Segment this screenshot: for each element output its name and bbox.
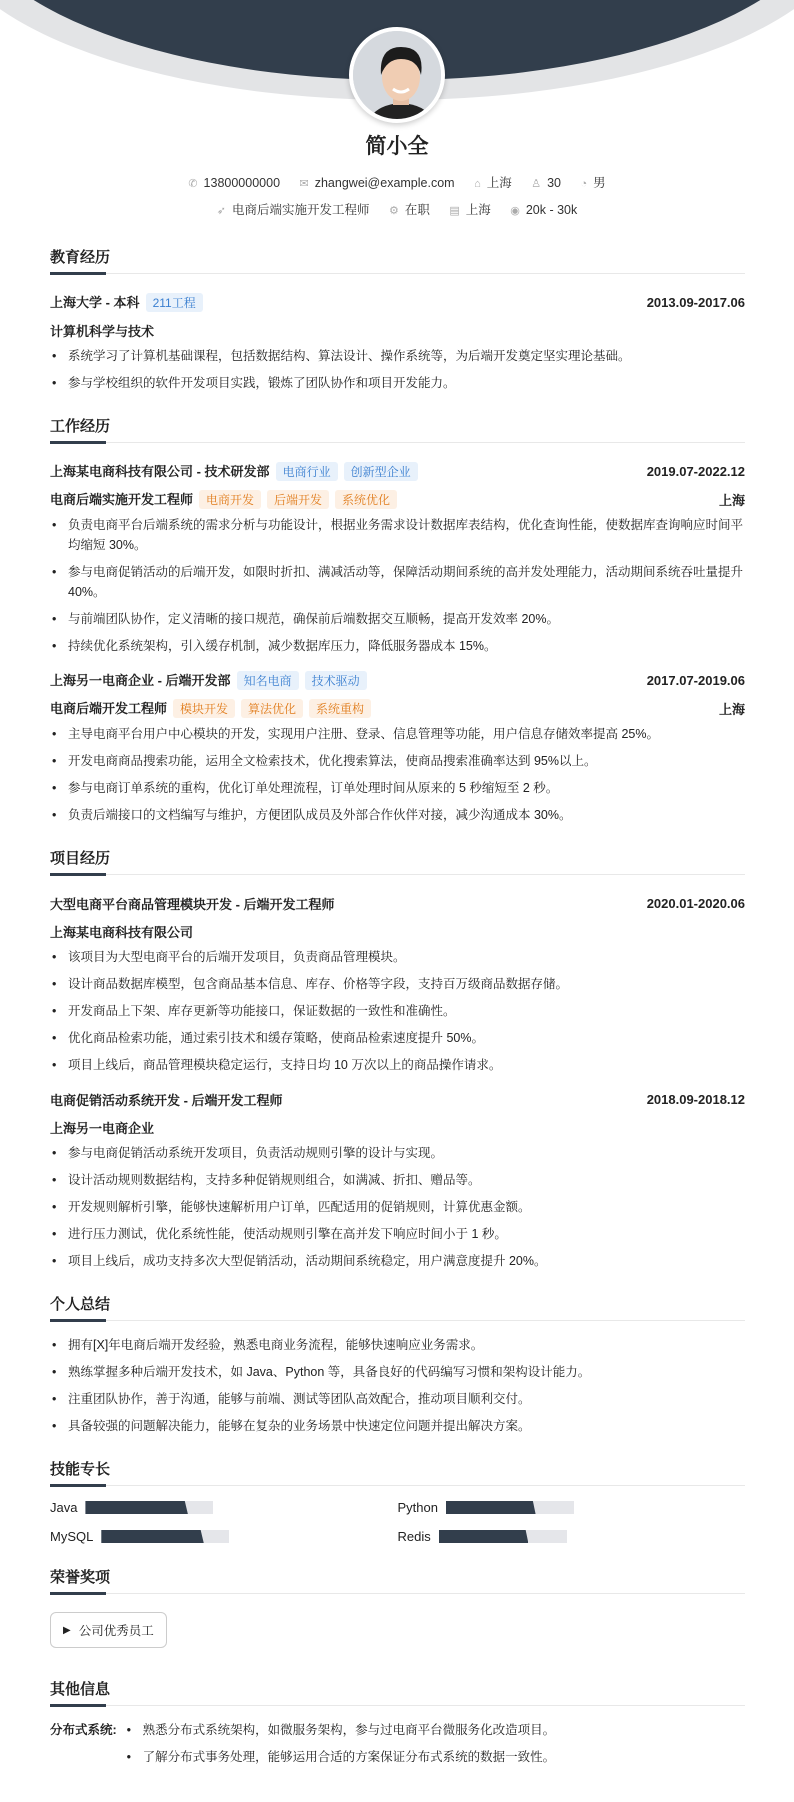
avatar <box>349 27 445 123</box>
section-title: 项目经历 <box>50 847 745 875</box>
list-item: • 熟悉分布式系统架构，如微服务架构，参与过电商平台微服务化改造项目。 <box>125 1720 556 1740</box>
section-title: 技能专长 <box>50 1458 745 1486</box>
role-group <box>50 698 371 718</box>
phone: 13800000000 <box>203 176 281 190</box>
work-section <box>50 415 745 825</box>
job-title-group <box>50 670 367 690</box>
bullet-list <box>50 947 745 1075</box>
project-name: 大型电商平台商品管理模块开发 - 后端开发工程师 <box>50 896 335 912</box>
list-item: • 了解分布式事务处理，能够运用合适的方案保证分布式系统的数据一致性。 <box>125 1747 556 1767</box>
summary-section <box>50 1293 745 1436</box>
skill-bar-fill <box>439 1530 529 1543</box>
tag: 211工程 <box>146 293 203 312</box>
city: 上海 <box>486 176 512 190</box>
bullet-list <box>50 515 745 656</box>
award-item[interactable] <box>50 1612 167 1648</box>
gender-icon: ◔ <box>580 178 588 190</box>
list-item: • 负责电商平台后端系统的需求分析与功能设计，根据业务需求设计数据库表结构，优化查询性能，使数据库查询响应时间平均缩短 30%。 <box>50 515 745 555</box>
role-row <box>50 694 745 722</box>
role-tag: 后端开发 <box>267 490 329 509</box>
other-label: 分布式系统: <box>50 1723 117 1737</box>
other-section <box>50 1678 745 1774</box>
project-company: 上海另一电商企业 <box>50 1120 155 1136</box>
education-section <box>50 246 745 393</box>
list-item: • 开发电商商品搜索功能，运用全文检索技术，优化搜索算法，使商品搜索准确率达到 95%以上。 <box>50 751 745 771</box>
section-title: 工作经历 <box>50 415 745 443</box>
skill-bar <box>101 1530 229 1543</box>
list-item: • 参与学校组织的软件开发项目实践，锻炼了团队协作和项目开发能力。 <box>50 373 745 393</box>
contact-line <box>0 173 794 191</box>
skill-item <box>50 1500 398 1515</box>
section-title: 个人总结 <box>50 1293 745 1321</box>
role: 电商后端实施开发工程师 <box>50 492 194 507</box>
job-header <box>50 457 745 485</box>
list-item: • 主导电商平台用户中心模块的开发，实现用户注册、登录、信息管理等功能，用户信息存储效率提高 25%。 <box>50 724 745 744</box>
school: 上海大学 - 本科 <box>50 295 140 310</box>
list-item: • 参与电商促销活动系统开发项目，负责活动规则引擎的设计与实现。 <box>50 1143 745 1163</box>
skill-bar <box>85 1501 213 1514</box>
list-item: • 开发商品上下架、库存更新等功能接口，保证数据的一致性和准确性。 <box>50 1001 745 1021</box>
list-item: • 该项目为大型电商平台的后端开发项目，负责商品管理模块。 <box>50 947 745 967</box>
gender: 男 <box>593 176 606 190</box>
projects-section <box>50 847 745 1271</box>
candidate-name: 简小全 <box>365 135 429 158</box>
job-entry <box>50 457 745 656</box>
skill-item <box>50 1529 398 1544</box>
list-item: • 设计活动规则数据结构，支持多种促销规则组合，如满减、折扣、赠品等。 <box>50 1170 745 1190</box>
role-tag: 模块开发 <box>173 699 235 718</box>
tag: 知名电商 <box>237 671 299 690</box>
send-icon: ➶ <box>216 205 226 217</box>
job-title-group <box>50 461 418 481</box>
skill-bar <box>439 1530 567 1543</box>
skill-name: MySQL <box>50 1529 94 1544</box>
project-header <box>50 1085 745 1113</box>
role-tag: 算法优化 <box>241 699 303 718</box>
list-item: • 具备较强的问题解决能力，能够在复杂的业务场景中快速定位问题并提出解决方案。 <box>50 1416 745 1436</box>
skill-name: Python <box>397 1500 438 1515</box>
role-tag: 电商开发 <box>199 490 261 509</box>
date: 2019.07-2022.12 <box>646 463 745 479</box>
list-item: • 负责后端接口的文档编写与维护，方便团队成员及外部合作伙伴对接，减少沟通成本 30%。 <box>50 805 745 825</box>
role-row <box>50 485 745 513</box>
section-title: 荣誉奖项 <box>50 1566 745 1594</box>
mail-icon: ✉ <box>299 178 309 190</box>
job-header <box>50 666 745 694</box>
age-icon: ♙ <box>531 178 542 190</box>
date: 2013.09-2017.06 <box>646 294 745 310</box>
skill-item <box>398 1500 746 1515</box>
list-item: • 项目上线后，成功支持多次大型促销活动，活动期间系统稳定，用户满意度提升 20%。 <box>50 1251 745 1271</box>
skill-bar <box>446 1501 574 1514</box>
list-item: • 熟练掌握多种后端开发技术，如 Java、Python 等，具备良好的代码编写习惯和架构设计能力。 <box>50 1362 745 1382</box>
target-city: 上海 <box>465 203 491 217</box>
project-name: 电商促销活动系统开发 - 后端开发工程师 <box>50 1092 283 1108</box>
location: 上海 <box>718 701 745 717</box>
date: 2018.09-2018.12 <box>646 1091 745 1107</box>
list-item: • 开发规则解析引擎，能够快速解析用户订单，匹配适用的促销规则，计算优惠金额。 <box>50 1197 745 1217</box>
salary-icon: ◉ <box>510 205 520 217</box>
project-company-row <box>50 917 745 945</box>
role-tag: 系统重构 <box>309 699 371 718</box>
skills-section <box>50 1458 745 1544</box>
triangle-icon: ▶ <box>63 1624 71 1636</box>
list-item: • 持续优化系统架构，引入缓存机制，减少数据库压力，降低服务器成本 15%。 <box>50 636 745 656</box>
bullet-list <box>50 1143 745 1271</box>
award-label: 公司优秀员工 <box>78 1624 154 1638</box>
project-entry <box>50 889 745 1075</box>
skill-bar-fill <box>101 1530 203 1543</box>
section-title: 其他信息 <box>50 1678 745 1706</box>
date: 2017.07-2019.06 <box>646 672 745 688</box>
role: 电商后端开发工程师 <box>50 701 168 716</box>
list-item: • 与前端团队协作，定义清晰的接口规范，确保前后端数据交互顺畅，提高开发效率 20%。 <box>50 609 745 629</box>
list-item: • 系统学习了计算机基础课程，包括数据结构、算法设计、操作系统等，为后端开发奠定坚实理论基础。 <box>50 346 745 366</box>
list-item: • 进行压力测试，优化系统性能，使活动规则引擎在高并发下响应时间小于 1 秒。 <box>50 1224 745 1244</box>
list-item: • 设计商品数据库模型，包含商品基本信息、库存、价格等字段，支持百万级商品数据存储。 <box>50 974 745 994</box>
bullet-list <box>50 724 745 825</box>
skill-name: Java <box>50 1500 78 1515</box>
intent-line <box>0 200 794 218</box>
major: 计算机科学与技术 <box>50 323 155 339</box>
tag: 技术驱动 <box>305 671 367 690</box>
company: 上海另一电商企业 - 后端开发部 <box>50 673 231 688</box>
tag: 电商行业 <box>276 462 338 481</box>
list-item: • 拥有[X]年电商后端开发经验，熟悉电商业务流程，能够快速响应业务需求。 <box>50 1335 745 1355</box>
company: 上海某电商科技有限公司 - 技术研发部 <box>50 464 270 479</box>
list-item: • 项目上线后，商品管理模块稳定运行，支持日均 10 万次以上的商品操作请求。 <box>50 1055 745 1075</box>
age: 30 <box>547 176 561 190</box>
salary: 20k - 30k <box>525 203 578 217</box>
phone-icon: ✆ <box>188 178 198 190</box>
job-entry <box>50 666 745 825</box>
list-item: • 参与电商促销活动的后端开发，如限时折扣、满减活动等，保障活动期间系统的高并发处理能力，活动期间系统吞吐量提升 40%。 <box>50 562 745 602</box>
honors-section <box>50 1566 745 1656</box>
skill-item <box>398 1529 746 1544</box>
project-entry <box>50 1085 745 1271</box>
skill-name: Redis <box>397 1529 431 1544</box>
list-item: • 优化商品检索功能，通过索引技术和缓存策略，使商品检索速度提升 50%。 <box>50 1028 745 1048</box>
project-header <box>50 889 745 917</box>
status-icon: ⚙ <box>388 205 399 217</box>
skill-bar-fill <box>85 1501 187 1514</box>
building-icon: ▤ <box>449 205 460 217</box>
skill-bar-fill <box>446 1501 536 1514</box>
location: 上海 <box>718 492 745 508</box>
project-company: 上海某电商科技有限公司 <box>50 924 194 940</box>
project-company-row <box>50 1113 745 1141</box>
job-status: 在职 <box>404 203 430 217</box>
list-item: • 参与电商订单系统的重构，优化订单处理流程，订单处理时间从原来的 5 秒缩短至 2 秒。 <box>50 778 745 798</box>
section-title: 教育经历 <box>50 246 745 274</box>
role-group <box>50 489 397 509</box>
email: zhangwei@example.com <box>314 176 455 190</box>
home-icon: ⌂ <box>474 178 481 190</box>
list-item: • 注重团队协作，善于沟通，能够与前端、测试等团队高效配合，推动项目顺利交付。 <box>50 1389 745 1409</box>
target-job: 电商后端实施开发工程师 <box>231 203 370 217</box>
role-tag: 系统优化 <box>335 490 397 509</box>
date: 2020.01-2020.06 <box>646 895 745 911</box>
tag: 创新型企业 <box>344 462 418 481</box>
